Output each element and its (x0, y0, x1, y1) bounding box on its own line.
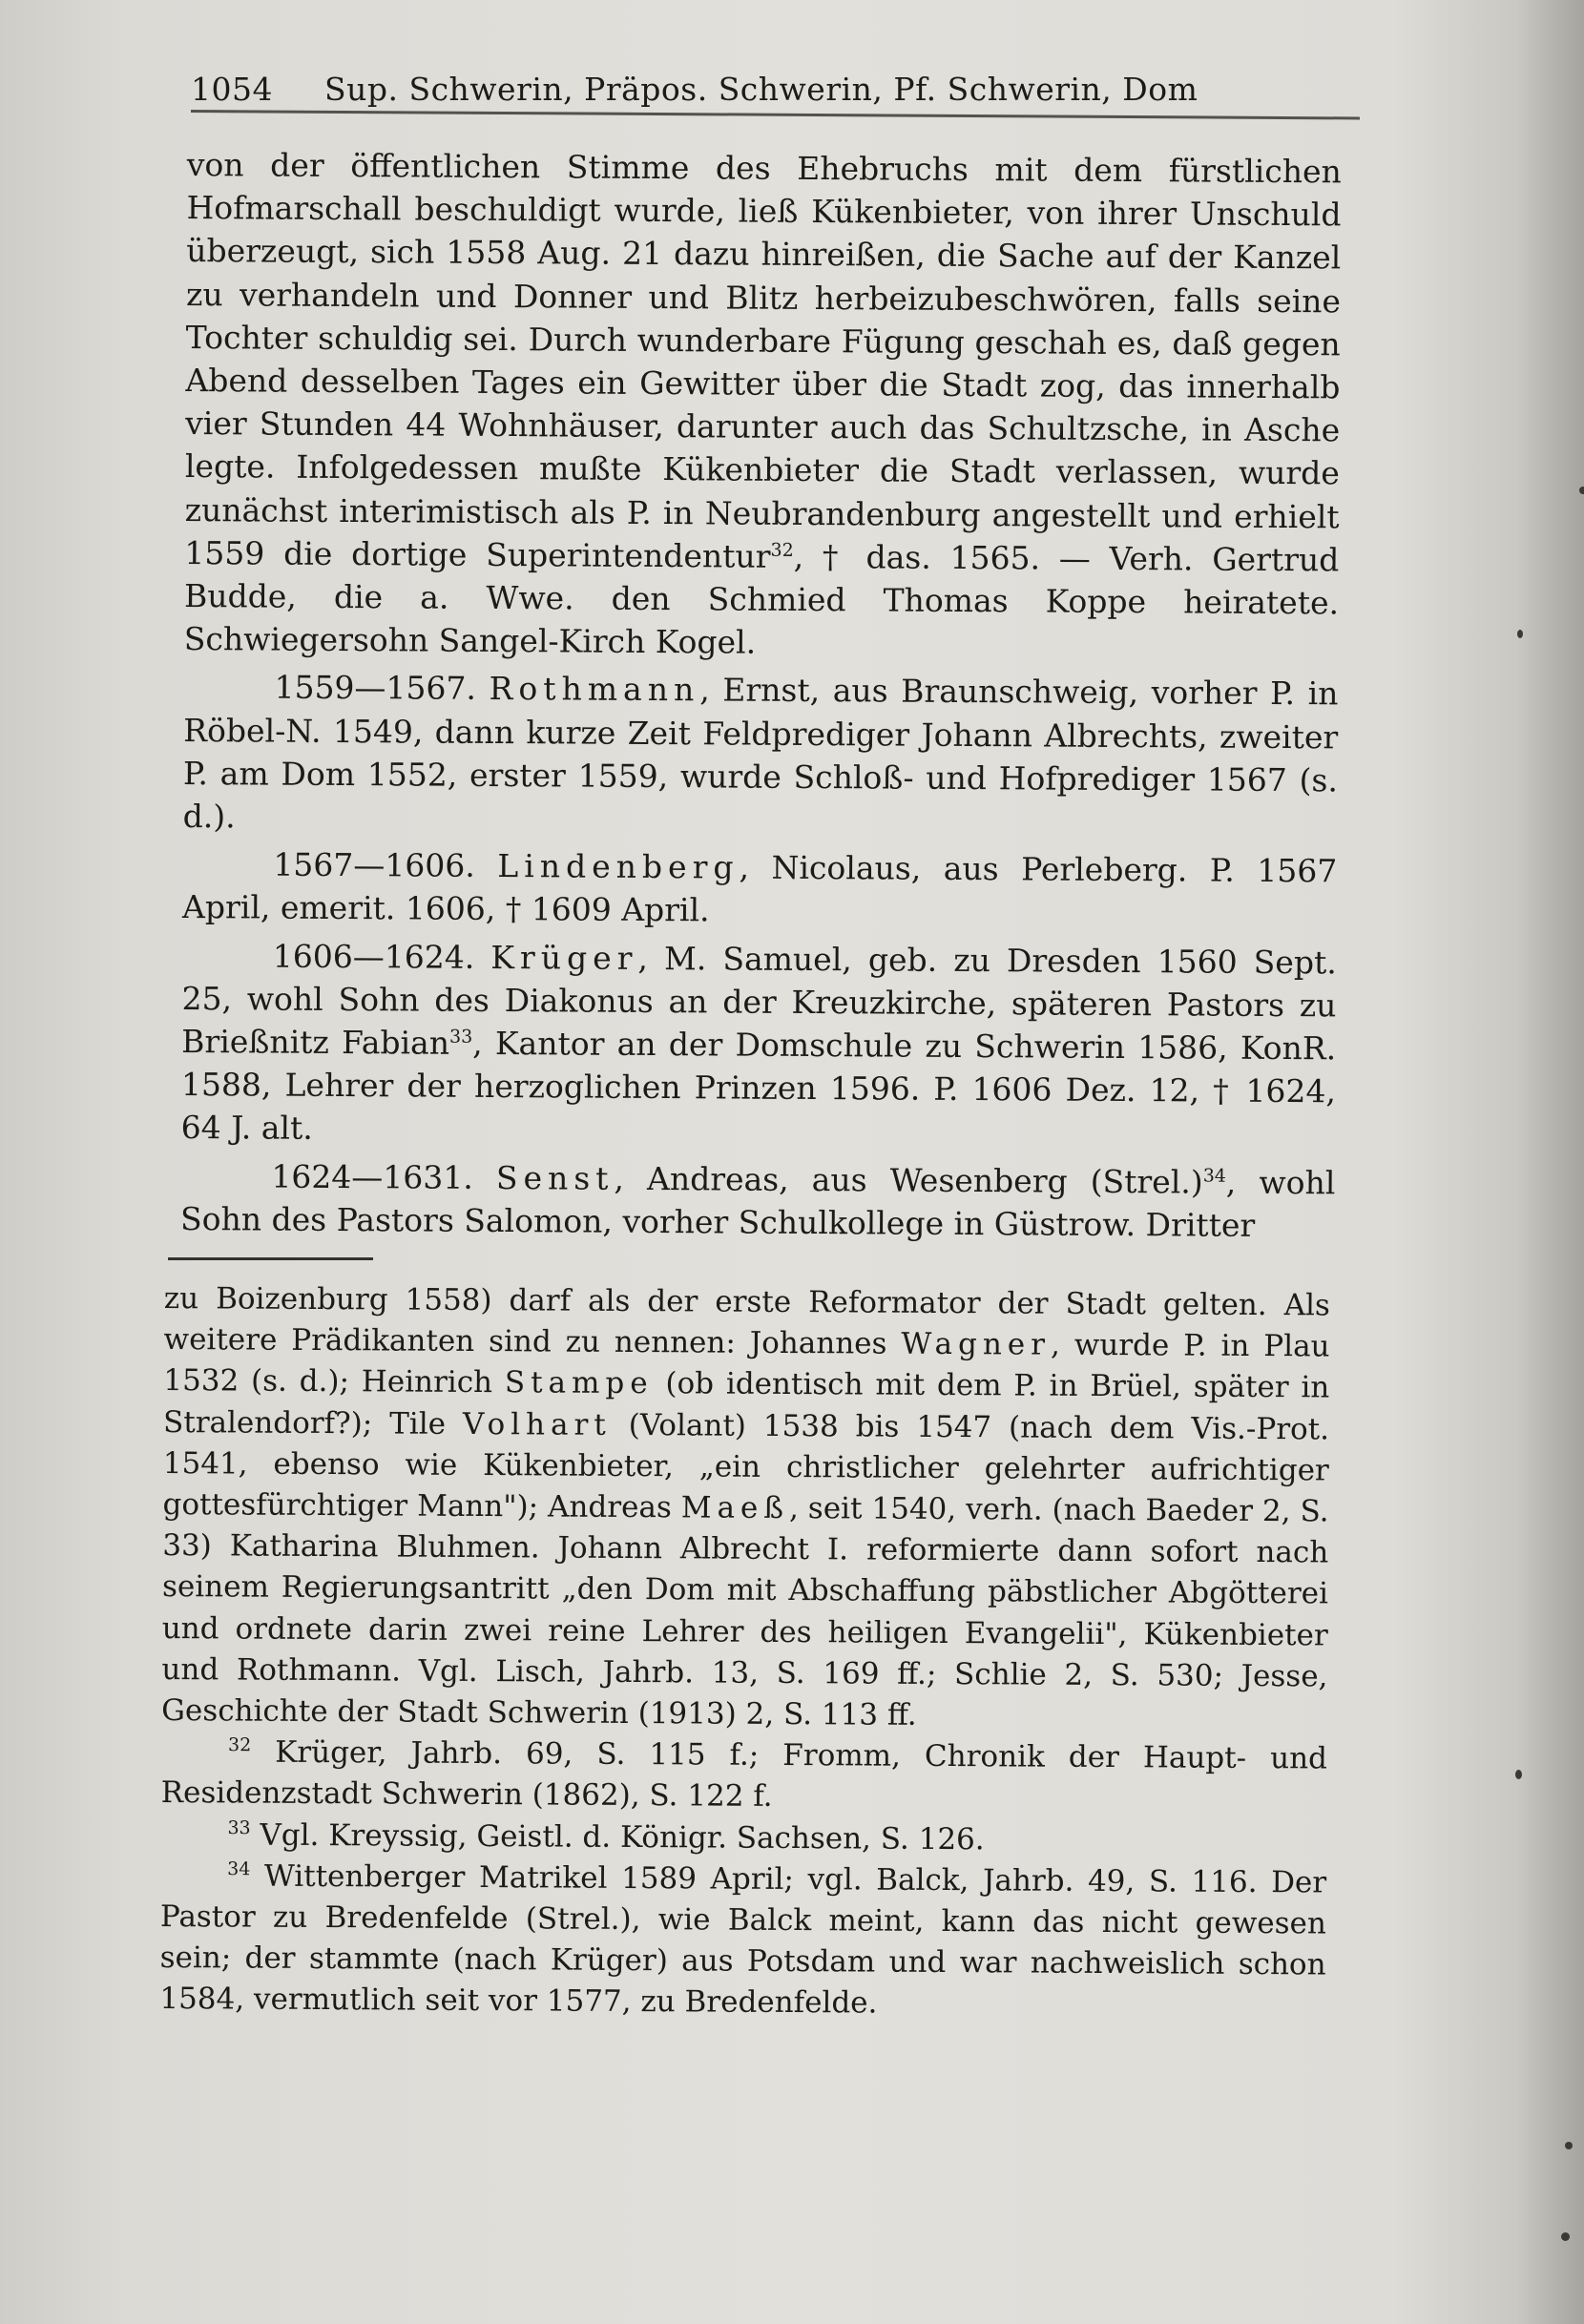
entry-rothmann (183, 665, 1339, 844)
footnote-32 (161, 1732, 1328, 1821)
scan-speck (1515, 1770, 1522, 1779)
page-number: 1054 (191, 71, 273, 108)
note-text: (ob identisch mit dem P. in Brüel, später in Stralendorf?); Tile (162, 1366, 1330, 1442)
note-name: Wagner (901, 1326, 1052, 1362)
footnote-separator (168, 1257, 373, 1260)
entry-name: Krüger (490, 938, 638, 977)
intro-paragraph (184, 143, 1342, 668)
note-text: , wurde P. in Plau 1532 (s. d.); Heinrich (163, 1327, 1330, 1401)
note-name: Volhart (462, 1406, 612, 1442)
entry-krueger (181, 934, 1337, 1156)
scan-speck (1565, 2142, 1573, 2149)
entry-text: , Andreas, aus Wesenberg (Strel.) (614, 1159, 1203, 1201)
scan-speck (1561, 2232, 1570, 2241)
entry-name: Senst (495, 1158, 615, 1197)
entry-text: , M. Samuel, geb. zu Dresden 1560 Sept. 25, wohl Sohn des Diakonus an der Kreuzkirche, späteren Pastors zu Brießnitz Fabian (181, 939, 1337, 1062)
entry-years: 1567—1606. (273, 845, 475, 885)
header-title: Sup. Schwerin, Präpos. Schwerin, Pf. Schwerin, Dom (324, 71, 1198, 108)
footnote-ref: 32 (770, 539, 794, 561)
entry-text-cont: , wohl Sohn des Pastors Salomon, vorher Schulkollege in Güstrow. Dritter (179, 1163, 1336, 1244)
footnote-continuation (161, 1278, 1330, 1739)
entry-years: 1559—1567. (274, 669, 477, 708)
entry-years: 1606—1624. (272, 937, 475, 976)
footnote-ref: 33 (449, 1026, 473, 1048)
footnotes (159, 1278, 1330, 2027)
scan-speck (1517, 630, 1523, 638)
entry-name: Rothmann (489, 670, 700, 709)
note-text: zu Boizenburg 1558) darf als der erste Reformator der Stadt gelten. Als weitere Prädikanten sind zu nennen: Johannes (163, 1281, 1330, 1361)
note-text: , seit 1540, verh. (nach Baeder 2, S. 33) Katharina Bluhmen. Johann Albrecht I. reformierte dann sofort nach seinem Regierungsantritt „den Dom mit Abschaffung päbstlicher Abgötterei und ordnete darin zwei reine Lehrer des heiligen Evangelii", Kükenbieter und Rothmann. Vgl. Lisch, Jahrb. 13, S. 169 ff.; Schlie 2, S. 530; Jesse, Geschichte der Stadt Schwerin (1913) 2, S. 113 ff. (161, 1491, 1329, 1733)
main-text (180, 143, 1342, 1252)
note-name: Maeß (680, 1490, 790, 1526)
entry-years: 1624—1631. (271, 1157, 473, 1196)
footnote-number: 33 (227, 1816, 251, 1838)
entry-lindenberg (182, 842, 1338, 936)
footnote-text: Vgl. Kreyssig, Geistl. d. Königr. Sachsen, S. 126. (250, 1817, 985, 1857)
footnote-34 (159, 1856, 1326, 2027)
note-name: Stampe (504, 1365, 654, 1401)
intro-text: von der öffentlichen Stimme des Ehebruchs mit dem fürstlichen Hofmarschall beschuldigt wurde, ließ Kükenbieter, von ihrer Unschuld überzeugt, sich 1558 Aug. 21 dazu hinreißen, die Sache auf der Kanzel zu verhandeln und Donner und Blitz herbeizubeschwören, falls seine Tochter schuldig sei. Durch wunderbare Fügung geschah es, daß gegen Abend desselben Tages ein Gewitter über die Stadt zog, das innerhalb vier Stunden 44 Wohnhäuser, darunter auch das Schultzsche, in Asche legte. Infolgedessen mußte Kükenbieter die Stadt verlassen, wurde zunächst interimistisch als P. in Neubrandenburg angestellt und erhielt 1559 die dortige Superintendentur (184, 145, 1342, 575)
footnote-ref: 34 (1202, 1165, 1226, 1187)
book-gutter-shadow (1517, 0, 1584, 2324)
footnote-33 (160, 1815, 1326, 1863)
entry-text-cont: , Kantor an der Domschule zu Schwerin 1586, KonR. 1588, Lehrer der herzoglichen Prinzen 1596. P. 1606 Dez. 12, † 1624, 64 J. alt. (180, 1024, 1337, 1148)
footnote-number: 32 (227, 1734, 252, 1756)
intro-text-end: , † das. 1565. — Verh. Gertrud Budde, die a. Wwe. den Schmied Thomas Koppe heiratete. Schwiegersohn Sangel-Kirch Kogel. (183, 537, 1340, 661)
footnote-text: Krüger, Jahrb. 69, S. 115 f.; Fromm, Chronik der Haupt- und Residenzstadt Schwerin (1862), S. 122 f. (160, 1734, 1328, 1815)
footnote-number: 34 (227, 1857, 251, 1880)
entry-senst (180, 1154, 1336, 1248)
scan-speck (1579, 487, 1584, 494)
footnote-text: Wittenberger Matrikel 1589 April; vgl. Balck, Jahrb. 49, S. 116. Der Pastor zu Bredenfelde (Strel.), wie Balck meint, kann das nicht gewesen sein; der stammte (nach Krüger) aus Potsdam und war nachweislich schon 1584, vermutlich seit vor 1577, zu Bredenfelde. (159, 1858, 1327, 2022)
entry-text: , Ernst, aus Braunschweig, vorher P. in Röbel-N. 1549, dann kurze Zeit Feldprediger Johann Albrechts, zweiter P. am Dom 1552, erster 1559, wurde Schloß- und Hofprediger 1567 (s. d.). (182, 671, 1339, 836)
entry-name: Lindenberg (497, 847, 740, 886)
note-text: (Volant) 1538 bis 1547 (nach dem Vis.-Prot. 1541, ebenso wie Kükenbieter, „ein christlicher gelehrter aufrichtiger gottesfürchtiger Mann"); Andreas (162, 1407, 1330, 1525)
entry-text: , Nicolaus, aus Perleberg. P. 1567 April, emerit. 1606, † 1609 April. (181, 848, 1338, 929)
